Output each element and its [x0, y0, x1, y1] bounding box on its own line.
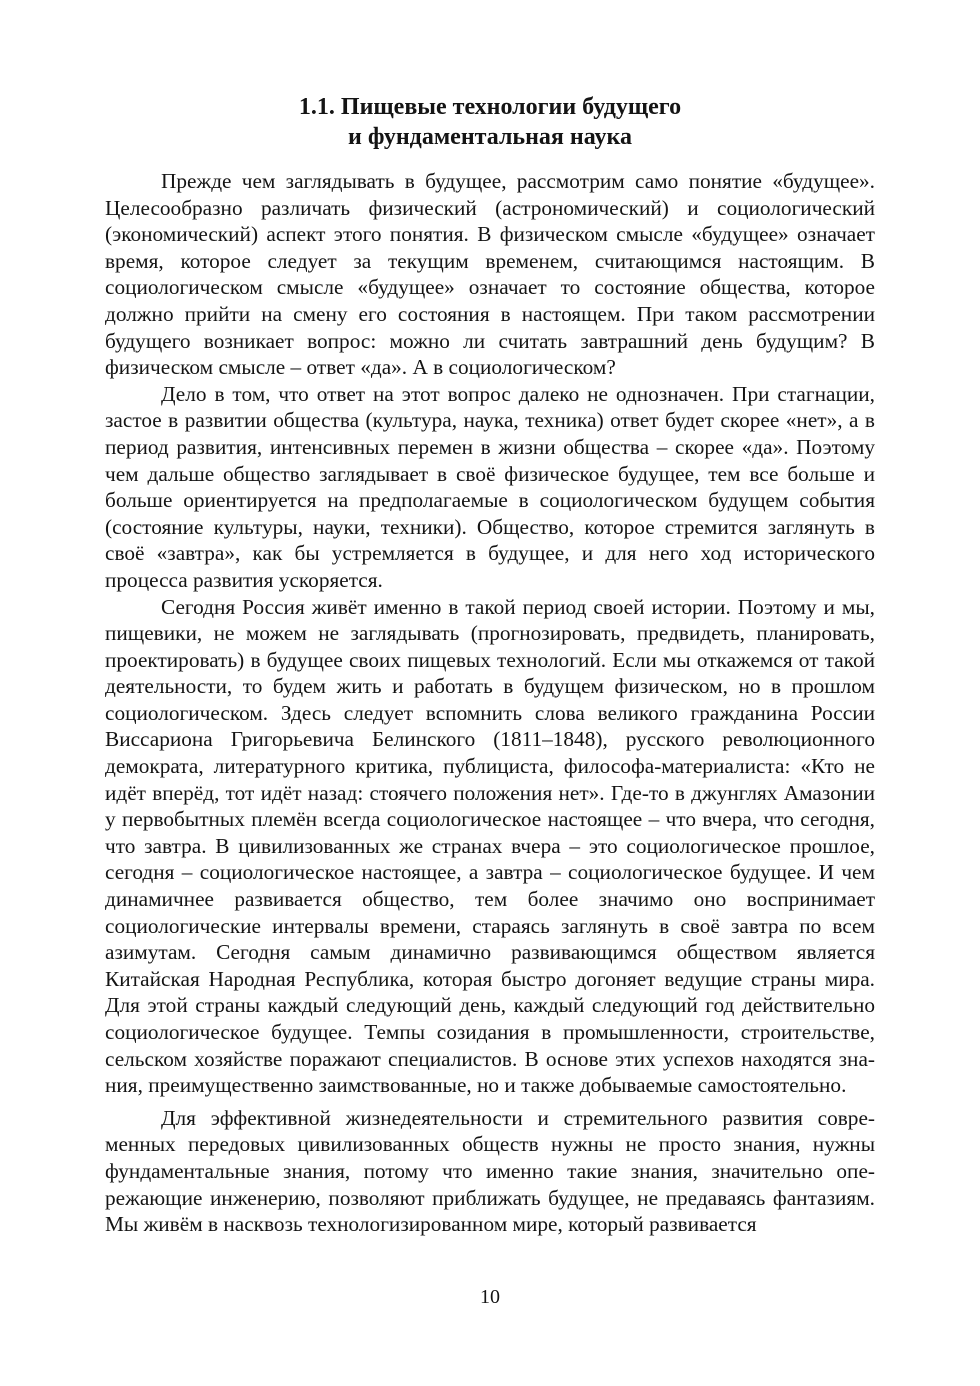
paragraph-1: Прежде чем заглядывать в будущее, рассмотрим само понятие «будущее». Целесообразно различать физический (астрономический) и социологический (экономический) аспект этого понятия. В физическом смысле «будущее» означает время, которое следует за текущим временем, считающимся настоящим. В социологическом смысле «будущее» означает то состояние общества, которое должно прийти на смену его состояния в настоящем. При таком рассмотрении будущего возникает вопрос: можно ли считать завтрашний день будущим? В физическом смысле – ответ «да». А в социологическом? [105, 169, 875, 380]
section-heading-line-2: и фундаментальная наука [348, 124, 632, 150]
section-heading-line-1: 1.1. Пищевые технологии будущего [298, 94, 682, 120]
paragraph-3: Сегодня Россия живёт именно в такой период своей истории. Поэтому и мы, пищевики, не можем не заглядывать (прогнозировать, предвидеть, планировать, проектировать) в будущее своих пищевых технологий. Если мы откажемся от такой деятельности, то будем жить и работать в будущем физическом, но в прошлом социологическом. Здесь следует вспомнить слова великого гражданина России Виссариона Григорьевича Белинского (1811–1848), русского революционного демократа, литературного критика, публициста, философа-материалиста: «Кто не идёт вперёд, тот идёт назад: стоячего положения нет». Где-то в джунглях Амазонии у первобытных племён всегда социологическое настоящее – что вчера, что сегодня, что завтра. В цивилизованных же странах вчера – это социологическое прошлое, сегодня – социологическое настоящее, а завтра – социологическое будущее. И чем динамичнее развивается общество, тем более значимо оно воспринимает социологические интервалы времени, стараясь заглянуть в своё завтра по всем азимутам. Сегодня самым динамично развивающимся обществом является Китайская Народная Республика, которая быстро догоняет ведущие страны мира. Для этой страны каждый следующий день, каждый следующий год действительно социологическое будущее. Темпы созидания в промышленности, строительстве, сельском хозяйстве поражают специалистов. В основе этих успехов находятся знания, преимущественно заимствованные, но и также добываемые самостоятельно. [105, 594, 875, 1098]
page-content [105, 92, 875, 1238]
paragraph-4: Для эффективной жизнедеятельности и стремительного развития современных передовых цивилизованных обществ нужны не просто знания, нужны фундаментальные знания, потому что именно такие знания, значительно опережающие инженерию, позволяют приближать будущее, не предаваясь фантазиям. Мы живём в насквозь технологизированном мире, который развивается [105, 1105, 875, 1237]
section-heading [105, 92, 875, 152]
paragraph-2: Дело в том, что ответ на этот вопрос далеко не однозначен. При стагнации, застое в развитии общества (культура, наука, техника) ответ будет скорее «нет», а в период развития, интенсивных перемен в жизни общества – скорее «да». Поэтому чем дальше общество заглядывает в своё физическое будущее, тем все больше и больше ориентируется на предполагаемые в социологическом будущем события (состояние культуры, науки, техники). Общество, которое стремится заглянуть в своё «завтра», как бы устремляется в будущее, и для него ход исторического процесса развития ускоряется. [105, 381, 875, 592]
page-number: 10 [480, 1286, 500, 1308]
